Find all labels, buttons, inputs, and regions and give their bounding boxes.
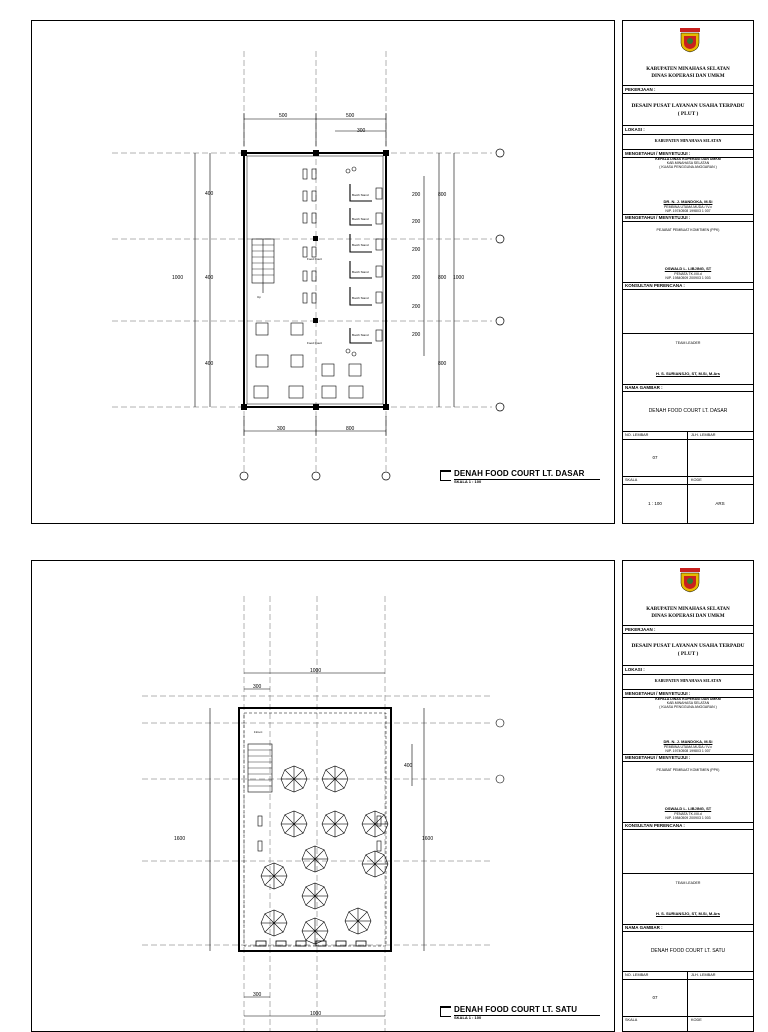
approve1-role-3: ( KUASA PENGGUNA ANGGARAN ) — [659, 165, 717, 169]
approve2-name: OSWALD L. LIBJING, ST — [664, 266, 712, 271]
agency-line-2: DINAS KOPERASI DAN UMKM — [651, 614, 725, 619]
team-label: TEAM LEADER — [675, 881, 701, 885]
sheet-count-label: JLH. LEMBAR — [691, 433, 716, 437]
approve1-label: MENGETAHUI / MENYETUJUI : — [625, 691, 691, 696]
dim-right-inner: 400 — [404, 763, 413, 769]
sheet-no: 07 — [652, 995, 658, 1000]
approve1-role-1: KEPALA DINAS KOPERASI DAN UMKM — [655, 157, 721, 161]
approve2-role: PEJABAT PEMBUAT KOMITMEN (PPK) — [656, 768, 720, 772]
approve1-label: MENGETAHUI / MENYETUJUI : — [625, 151, 691, 156]
regency-emblem-icon — [678, 567, 702, 593]
sheet-no-label: NO. LEMBAR — [625, 973, 649, 977]
dim-left-a: 400 — [205, 191, 214, 197]
plan-title-block — [440, 1005, 610, 1025]
drawing-sheet-first-floor — [0, 540, 768, 1024]
food-court-label: Food Court — [307, 341, 323, 345]
dim-right-row6: 200 — [412, 332, 421, 338]
approve1-rank: PEMBINA UTAMA MUDA / IV.c — [663, 745, 713, 749]
sheet-count-label: JLH. LEMBAR — [691, 973, 716, 977]
dim-left-overall: 1600 — [174, 836, 186, 842]
location-label: LOKASI : — [625, 127, 645, 132]
scale-value: 1 : 100 — [648, 501, 662, 506]
approve2-name: OSWALD L. LIBJING, ST — [664, 806, 712, 811]
dim-left-overall: 1000 — [172, 275, 184, 281]
regency-emblem-icon — [678, 27, 702, 53]
dim-right-row2: 200 — [412, 219, 421, 225]
dim-top-overall: 1000 — [310, 668, 322, 674]
drawing-name-label: NAMA GAMBAR : — [625, 385, 663, 390]
plan-title-block — [440, 469, 610, 489]
plan-title: DENAH FOOD COURT LT. DASAR — [454, 469, 585, 478]
dim-top-right: 500 — [346, 113, 355, 119]
drawing-area — [31, 560, 615, 1032]
approve1-role-2: KAB.MINAHASA SELATAN — [666, 161, 710, 165]
code-label: KODE — [691, 478, 702, 482]
approve2-rank: PENATA TK.I/III.d — [674, 272, 702, 276]
code-value: ARS — [715, 501, 725, 506]
consultant-label: KONSULTAN PERENCANA : — [625, 823, 685, 828]
dim-bottom-right: 800 — [346, 426, 355, 432]
dim-right-row4: 200 — [412, 275, 421, 281]
dim-right-b: 800 — [438, 275, 447, 281]
job-title-line-2: ( PLUT ) — [677, 111, 699, 117]
title-block — [622, 20, 754, 524]
job-title-line-1: DESAIN PUSAT LAYANAN USAHA TERPADU — [631, 643, 745, 649]
approve1-rank: PEMBINA UTAMA MUDA / IV.c — [663, 205, 713, 209]
job-title-line-2: ( PLUT ) — [677, 651, 699, 657]
umbrella-table — [322, 766, 348, 792]
approve2-label: MENGETAHUI / MENYETUJUI : — [625, 215, 691, 220]
approve2-nip: NIP. 19840509 200903 1 003 — [665, 816, 711, 820]
stall-label: Booth Stand — [352, 333, 369, 337]
team-name: H. S. SURIANSJO, ST, M.Si, M.Ars — [655, 911, 720, 916]
job-title-line-1: DESAIN PUSAT LAYANAN USAHA TERPADU — [631, 103, 745, 109]
stall-label: Booth Stand — [352, 217, 369, 221]
stair-down-label: Down — [254, 730, 263, 734]
approve2-rank: PENATA TK.I/III.d — [674, 812, 702, 816]
approve2-role: PEJABAT PEMBUAT KOMITMEN (PPK) — [656, 228, 720, 232]
location-label: LOKASI : — [625, 667, 645, 672]
dim-right-row1: 200 — [412, 192, 421, 198]
job-label: PEKERJAAN : — [625, 87, 656, 92]
location-value: KABUPATEN MINAHASA SELATAN — [654, 678, 722, 683]
agency-line-1: KABUPATEN MINAHASA SELATAN — [646, 607, 730, 612]
agency-line-2: DINAS KOPERASI DAN UMKM — [651, 74, 725, 79]
dim-right-c: 800 — [438, 361, 447, 367]
approve1-role-2: KAB.MINAHASA SELATAN — [666, 701, 710, 705]
approve1-name: DR. N. J. MANDOKA, M.Si — [663, 199, 713, 204]
approve1-role-1: KEPALA DINAS KOPERASI DAN UMKM — [655, 697, 721, 701]
dim-bottom-left: 300 — [277, 426, 286, 432]
dim-right-overall: 1600 — [422, 836, 434, 842]
ground-floor-plan — [32, 21, 614, 523]
dim-top-left: 500 — [279, 113, 288, 119]
consultant-label: KONSULTAN PERENCANA : — [625, 283, 685, 288]
umbrella-table — [302, 918, 328, 944]
team-label: TEAM LEADER — [675, 341, 701, 345]
stair-up-label: Up — [257, 295, 261, 299]
stall-label: Booth Stand — [352, 193, 369, 197]
location-value: KABUPATEN MINAHASA SELATAN — [654, 138, 722, 143]
dim-top-left: 300 — [253, 684, 262, 690]
dim-right-row3: 200 — [412, 247, 421, 253]
dim-right-a: 800 — [438, 192, 447, 198]
approve1-nip: NIP. 19740508 199803 1 007 — [665, 209, 711, 213]
first-floor-plan — [32, 561, 614, 1031]
umbrella-table — [281, 811, 307, 837]
stall-label: Booth Stand — [352, 270, 369, 274]
drawing-name: DENAH FOOD COURT LT. SATU — [650, 948, 726, 954]
umbrella-table — [302, 883, 328, 909]
food-court-label: Food Court — [307, 257, 323, 261]
umbrella-table — [302, 846, 328, 872]
umbrella-table — [261, 910, 287, 936]
approve2-nip: NIP. 19840509 200903 1 003 — [665, 276, 711, 280]
umbrella-table — [362, 811, 388, 837]
dim-bottom-overall: 1000 — [310, 1011, 322, 1017]
drawing-name-label: NAMA GAMBAR : — [625, 925, 663, 930]
approve1-nip: NIP. 19740508 199803 1 007 — [665, 749, 711, 753]
plan-scale: SKALA 1 : 100 — [454, 1015, 482, 1020]
dim-right-row5: 200 — [412, 304, 421, 310]
plan-scale: SKALA 1 : 100 — [454, 479, 482, 484]
stall-label: Booth Stand — [352, 243, 369, 247]
stall-label: Booth Stand — [352, 296, 369, 300]
dim-top-inner: 300 — [357, 128, 366, 134]
dim-left-c: 400 — [205, 361, 214, 367]
umbrella-table — [362, 851, 388, 877]
drawing-area — [31, 20, 615, 524]
drawing-name: DENAH FOOD COURT LT. DASAR — [648, 408, 728, 414]
umbrella-table — [322, 811, 348, 837]
agency-line-1: KABUPATEN MINAHASA SELATAN — [646, 67, 730, 72]
scale-label: SKALA — [625, 1018, 638, 1022]
title-block — [622, 560, 754, 1032]
dim-left-b: 400 — [205, 275, 214, 281]
umbrella-table — [345, 908, 371, 934]
approve2-label: MENGETAHUI / MENYETUJUI : — [625, 755, 691, 760]
umbrella-table — [261, 863, 287, 889]
job-label: PEKERJAAN : — [625, 627, 656, 632]
dim-right-overall: 1000 — [453, 275, 465, 281]
sheet-no: 07 — [652, 455, 658, 460]
approve1-name: DR. N. J. MANDOKA, M.Si — [663, 739, 713, 744]
approve1-role-3: ( KUASA PENGGUNA ANGGARAN ) — [659, 705, 717, 709]
code-label: KODE — [691, 1018, 702, 1022]
scale-label: SKALA — [625, 478, 638, 482]
plan-title: DENAH FOOD COURT LT. SATU — [454, 1005, 578, 1014]
team-name: H. S. SURIANSJO, ST, M.Si, M.Ars — [655, 371, 720, 376]
dim-bottom-left: 300 — [253, 992, 262, 998]
umbrella-table — [281, 766, 307, 792]
sheet-no-label: NO. LEMBAR — [625, 433, 649, 437]
